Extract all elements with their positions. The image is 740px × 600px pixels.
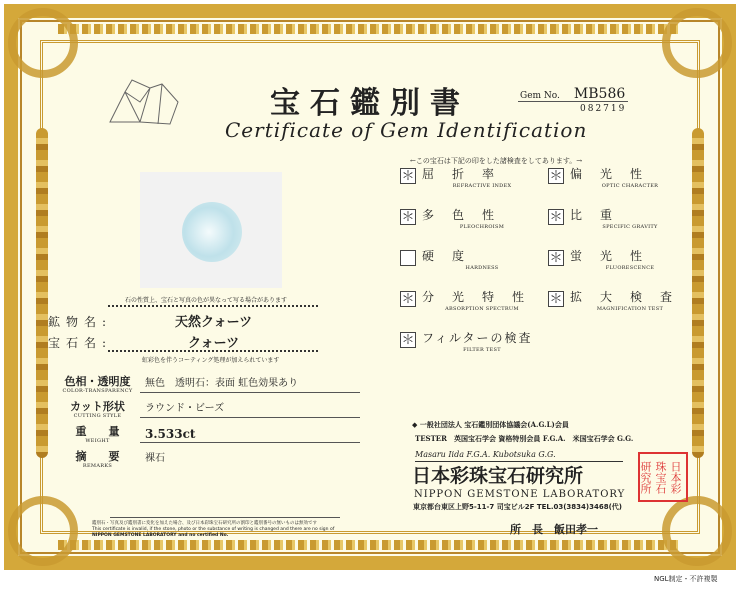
- right-column-ornament: [692, 128, 704, 458]
- test-name-en: REFRACTIVE INDEX: [452, 183, 512, 189]
- gem-number-label: Gem No.: [520, 91, 560, 101]
- tests-header: ←この宝石は下記の印をした諸検査をしてあります。→: [410, 157, 583, 165]
- corner-ornament: [662, 8, 732, 78]
- divider: [140, 442, 360, 443]
- detail-label: [60, 400, 135, 420]
- gem-number: [520, 86, 625, 102]
- footer-jp: 鑑別石・写真及び鑑別書に変化を加えた場合、及び日本彩珠宝石研究所の割印と鑑別番号の無いものは無効です: [92, 521, 317, 526]
- mineral-value: 天然クォーツ: [175, 315, 253, 330]
- test-name-en: FILTER TEST: [463, 347, 501, 353]
- director: 所 長 飯田孝一: [510, 523, 598, 536]
- quartz-bead-image: [182, 202, 242, 262]
- lab-address: 東京都台東区上野5-11-7 司宝ビル2F TEL.03(3834)3468(代): [413, 503, 622, 511]
- test-name-jp: 偏光性: [570, 167, 661, 181]
- detail-label-jp: カット形状: [70, 400, 125, 413]
- corner-ornament: [8, 496, 78, 566]
- divider: [518, 101, 628, 102]
- membership-text: 一般社団法人 宝石鑑別団体協議会(A.G.L)会員: [419, 420, 569, 429]
- detail-value: 無色 透明石：表面 虹色効果あり: [145, 378, 299, 389]
- detail-label-en: COLOR-TRANSPARENCY: [62, 388, 133, 394]
- divider: [108, 305, 318, 307]
- serial-number: 082719: [580, 104, 627, 114]
- detail-label: [60, 425, 135, 445]
- test-item: [422, 329, 542, 353]
- test-item: [422, 206, 542, 230]
- gem-number-value: MB586: [573, 86, 626, 102]
- certificate-subtitle: Certificate of Gem Identification: [225, 118, 588, 142]
- test-item: [570, 247, 690, 271]
- certificate-title: 宝石鑑別書: [270, 86, 470, 121]
- test-name-jp: 比重: [570, 208, 631, 222]
- gem-name-label: 宝石名:: [48, 336, 113, 350]
- divider: [108, 350, 318, 352]
- lab-name-jp: 日本彩珠宝石研究所: [412, 465, 584, 487]
- test-name-jp: 拡大検査: [570, 290, 691, 304]
- test-checkbox: ＊: [549, 292, 563, 307]
- test-name-jp: 分光特性: [422, 290, 543, 304]
- gem-name-value: クォーツ: [188, 336, 240, 351]
- test-name-en: HARDNESS: [465, 265, 499, 271]
- detail-value: ラウンド・ビーズ: [145, 403, 225, 414]
- detail-label: [60, 375, 135, 395]
- test-item: [570, 206, 690, 230]
- gem-photo: [140, 172, 282, 288]
- detail-label-en: REMARKS: [82, 463, 113, 469]
- footer-en: This certificate is invalid, if the stone, photo or the substance of writing is changed and there are no sign of: [92, 527, 335, 532]
- detail-label-en: WEIGHT: [85, 438, 110, 444]
- test-name-jp: 多色性: [422, 208, 513, 222]
- lab-name-en: NIPPON GEMSTONE LABORATORY: [414, 489, 626, 500]
- divider: [110, 517, 340, 518]
- test-checkbox: ＊: [549, 251, 563, 266]
- copyright-note: NGL制定・不許複製: [654, 575, 718, 583]
- test-item: [422, 247, 542, 271]
- photo-caption-bottom: 虹彩色を伴うコーティング処理が加えられています: [142, 357, 280, 364]
- footer-notice: [92, 521, 334, 539]
- footer-en2: NIPPON GEMSTONE LABORATORY and no certified No.: [92, 533, 229, 538]
- detail-label: [60, 450, 135, 470]
- divider: [140, 417, 360, 418]
- detail-value: 裸石: [145, 453, 165, 464]
- left-column-ornament: [36, 128, 48, 458]
- membership: ◆ 一般社団法人 宝石鑑別団体協議会(A.G.L)会員: [412, 420, 569, 429]
- corner-ornament: [8, 8, 78, 78]
- test-name-jp: 硬度: [422, 249, 483, 263]
- test-item: [570, 165, 690, 189]
- test-item: [570, 288, 690, 312]
- test-checkbox: ＊: [401, 210, 415, 225]
- crystal-icon: [100, 72, 190, 132]
- signature: Masaru Iida F.G.A. Kubotsuka G.G.: [415, 449, 623, 462]
- tester: TESTER 英国宝石学会 資格特別会員 F.G.A. 米国宝石学会 G.G.: [415, 434, 634, 443]
- test-checkbox: ＊: [549, 169, 563, 184]
- test-name-jp: 屈折率: [422, 167, 513, 181]
- test-name-jp: フィルターの検査: [422, 331, 533, 345]
- detail-label-en: CUTTING STYLE: [73, 413, 122, 419]
- test-checkbox: [400, 250, 416, 266]
- test-name-en: OPTIC CHARACTER: [601, 183, 659, 189]
- test-name-en: FLUORESCENCE: [605, 265, 655, 271]
- test-name-en: PLEOCHROISM: [459, 224, 505, 230]
- mineral-label: 鉱物名:: [48, 315, 113, 329]
- lab-seal: 日本彩珠宝石研究所: [638, 452, 688, 502]
- test-name-en: MAGNIFICATION TEST: [596, 306, 664, 312]
- test-checkbox: ＊: [549, 210, 563, 225]
- detail-label-jp: 色相・透明度: [64, 375, 131, 388]
- detail-label-jp: 摘 要: [75, 450, 120, 463]
- test-checkbox: ＊: [401, 333, 415, 348]
- bottom-ornament: [58, 540, 678, 550]
- test-name-jp: 蛍光性: [570, 249, 661, 263]
- detail-label-jp: 重 量: [75, 425, 120, 438]
- test-item: [422, 165, 542, 189]
- test-item: [422, 288, 542, 312]
- divider: [140, 392, 360, 393]
- photo-caption-top: 石の性質上、宝石と写真の色が異なって写る場合があります: [125, 297, 288, 304]
- top-ornament: [58, 24, 678, 34]
- corner-ornament: [662, 496, 732, 566]
- test-name-en: SPECIFIC GRAVITY: [602, 224, 658, 230]
- test-name-en: ABSORPTION SPECTRUM: [445, 306, 519, 312]
- test-checkbox: ＊: [401, 292, 415, 307]
- detail-value: 3.533ct: [145, 427, 196, 441]
- test-checkbox: ＊: [401, 169, 415, 184]
